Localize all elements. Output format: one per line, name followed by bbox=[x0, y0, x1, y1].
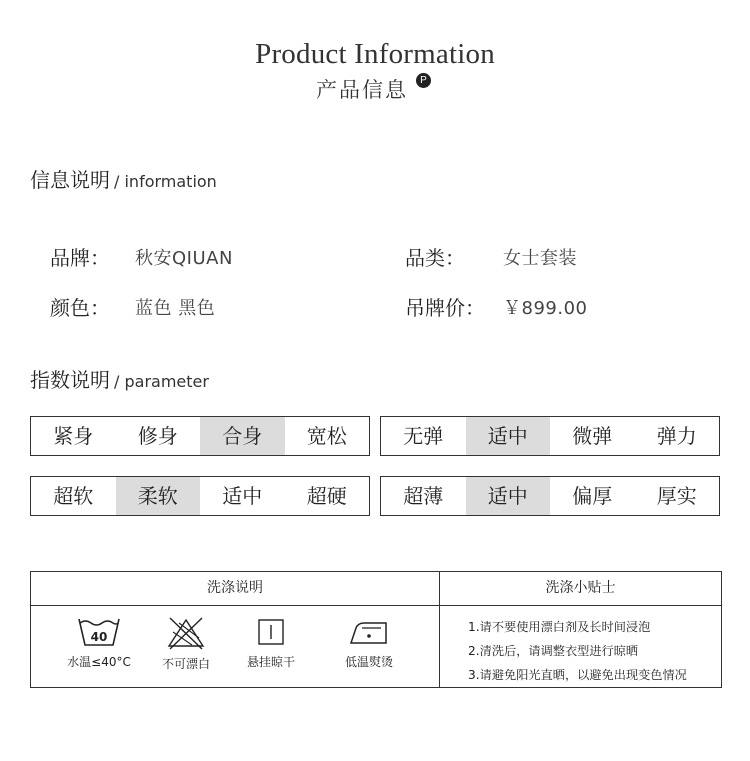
stretch-option-selected: 适中 bbox=[466, 417, 551, 455]
color-label: 颜色： bbox=[50, 296, 110, 320]
care-tip: 3.请避免阳光直晒，以避免出现变色情况 bbox=[468, 668, 687, 682]
no-bleach-icon bbox=[166, 616, 206, 650]
param-title-en: / parameter bbox=[114, 372, 209, 391]
wash-label: 水温≤40°C bbox=[67, 655, 131, 669]
care-item-low-iron bbox=[319, 616, 419, 670]
care-tips-list bbox=[468, 615, 687, 687]
color-value: 蓝色 黑色 bbox=[135, 298, 216, 319]
category-value: 女士套装 bbox=[503, 248, 577, 269]
softness-scale bbox=[30, 476, 370, 516]
thickness-option: 偏厚 bbox=[572, 484, 613, 508]
thickness-option: 厚实 bbox=[656, 484, 697, 508]
low-iron-icon bbox=[348, 616, 390, 648]
hang-dry-label: 悬挂晾干 bbox=[246, 655, 295, 669]
thickness-scale bbox=[380, 476, 720, 516]
stretch-option: 微弹 bbox=[572, 424, 613, 448]
info-title-en: / information bbox=[114, 172, 217, 191]
brand-value: 秋安QIUAN bbox=[135, 248, 233, 269]
stretch-scale bbox=[380, 416, 720, 456]
fit-option: 修身 bbox=[137, 424, 178, 448]
page-title-cn: 产品信息 bbox=[316, 78, 408, 102]
price-label: 吊牌价： bbox=[405, 296, 485, 320]
care-item-wash bbox=[49, 616, 149, 670]
care-tip: 1.请不要使用漂白剂及长时间浸泡 bbox=[468, 620, 651, 634]
softness-option: 适中 bbox=[222, 484, 263, 508]
thickness-option-selected: 适中 bbox=[466, 477, 551, 515]
wash-40-icon bbox=[77, 616, 121, 648]
care-item-hang-dry bbox=[221, 616, 321, 670]
care-tips-header: 洗涤小贴士 bbox=[440, 572, 721, 606]
care-table bbox=[30, 571, 722, 688]
care-tip: 2.清洗后，请调整衣型进行晾晒 bbox=[468, 644, 639, 658]
price-value: ￥899.00 bbox=[503, 298, 588, 319]
fit-option: 宽松 bbox=[306, 424, 347, 448]
info-title-cn: 信息说明 bbox=[30, 168, 110, 192]
no-bleach-label: 不可漂白 bbox=[161, 657, 210, 671]
page-title-en: Product Information bbox=[255, 38, 495, 70]
param-section-title bbox=[30, 364, 209, 393]
hang-dry-icon bbox=[256, 616, 286, 648]
fit-option: 紧身 bbox=[53, 424, 94, 448]
softness-option: 超硬 bbox=[306, 484, 347, 508]
care-instructions-header: 洗涤说明 bbox=[31, 572, 440, 606]
wash-temp-text: 40 bbox=[90, 630, 108, 644]
softness-option: 超软 bbox=[53, 484, 94, 508]
care-divider bbox=[439, 605, 440, 687]
p-badge-icon: P bbox=[416, 73, 431, 88]
category-label: 品类： bbox=[405, 246, 465, 270]
stretch-option: 弹力 bbox=[656, 424, 697, 448]
fit-option-selected: 合身 bbox=[200, 417, 285, 455]
softness-option-selected: 柔软 bbox=[116, 477, 201, 515]
low-iron-label: 低温熨烫 bbox=[344, 655, 393, 669]
brand-label: 品牌： bbox=[50, 246, 110, 270]
fit-scale bbox=[30, 416, 370, 456]
param-title-cn: 指数说明 bbox=[30, 368, 110, 392]
info-section-title bbox=[30, 164, 217, 193]
stretch-option: 无弹 bbox=[403, 424, 444, 448]
thickness-option: 超薄 bbox=[403, 484, 444, 508]
